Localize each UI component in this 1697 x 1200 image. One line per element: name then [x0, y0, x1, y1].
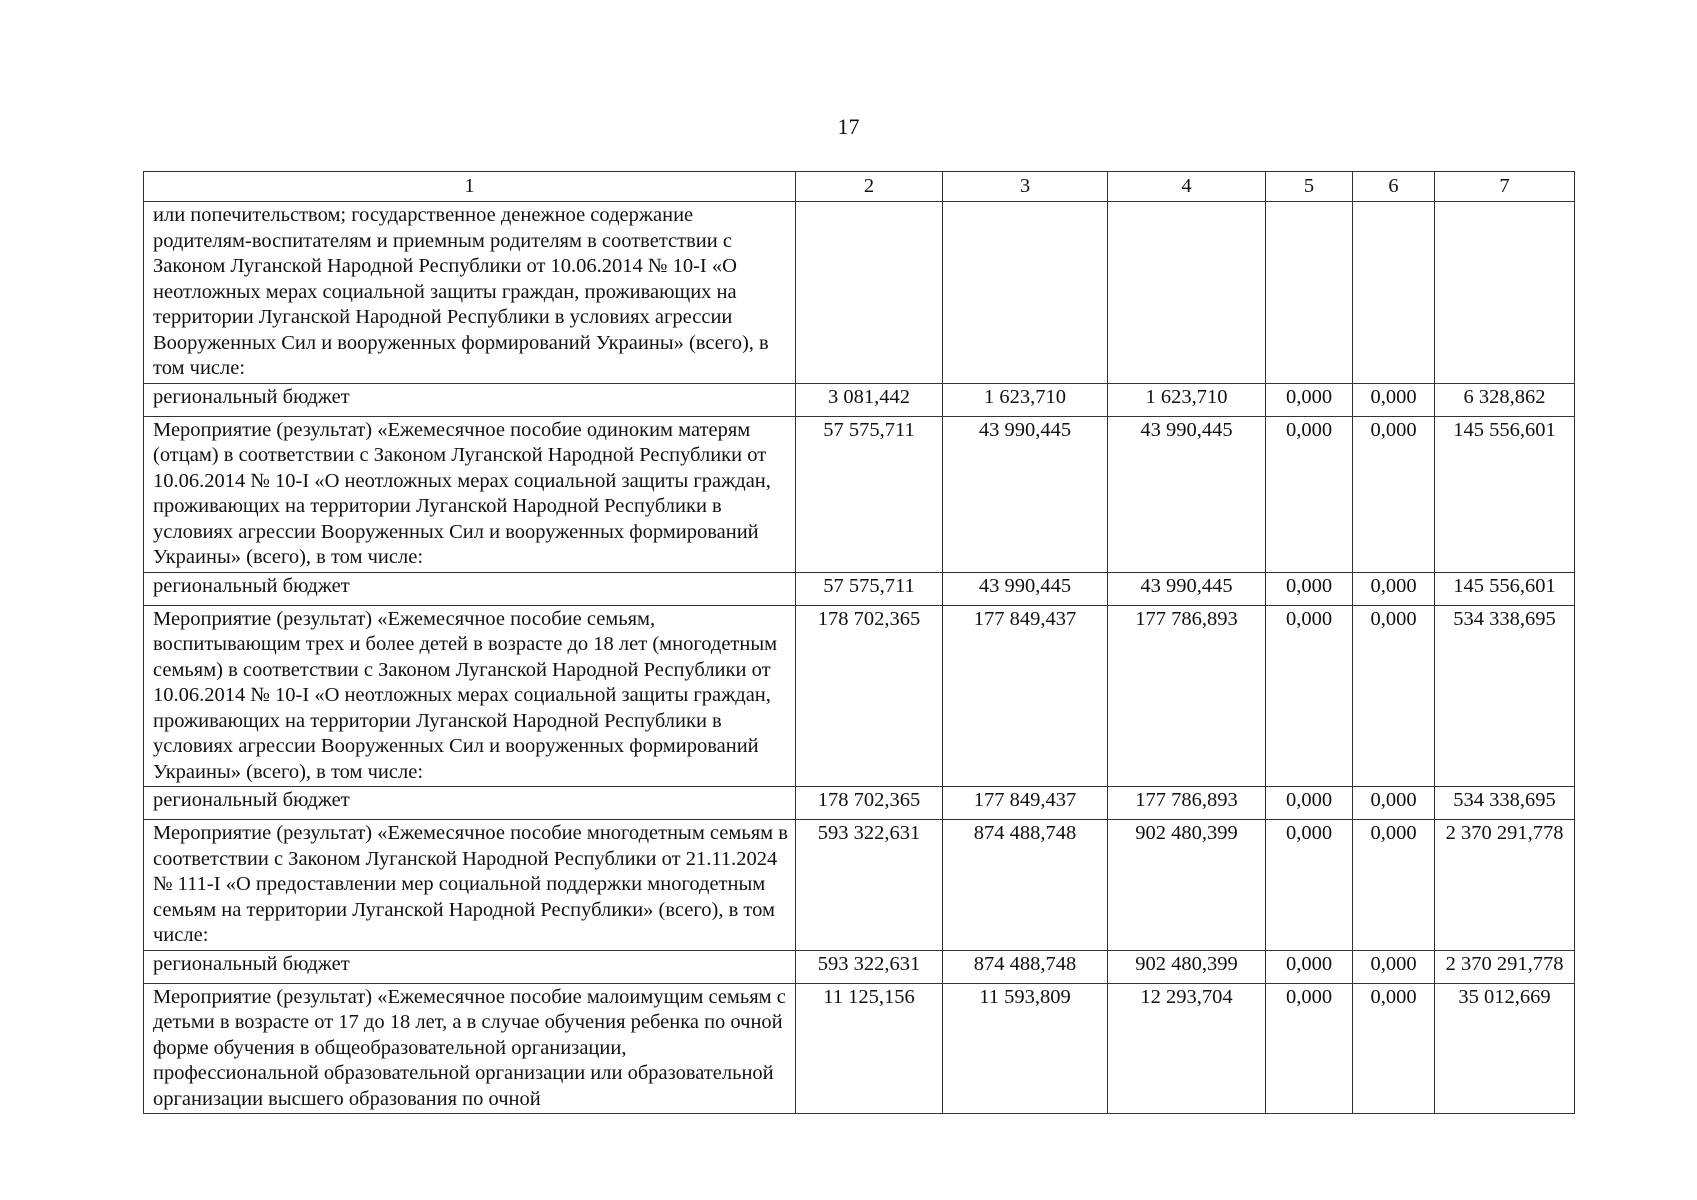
value-col-2: 57 575,711	[796, 572, 943, 605]
header-cell-7: 7	[1435, 172, 1575, 202]
table-row-regional-budget	[144, 383, 1575, 416]
value-col-5: 0,000	[1266, 572, 1353, 605]
row-description: региональный бюджет	[144, 383, 796, 416]
value-col-5	[1266, 202, 1353, 384]
value-col-7: 145 556,601	[1435, 572, 1575, 605]
value-col-3: 177 849,437	[943, 787, 1108, 820]
value-col-2: 593 322,631	[796, 950, 943, 983]
table-row	[144, 983, 1575, 1114]
value-col-5: 0,000	[1266, 416, 1353, 572]
value-col-7: 35 012,669	[1435, 983, 1575, 1114]
value-col-7: 2 370 291,778	[1435, 950, 1575, 983]
value-col-6: 0,000	[1353, 416, 1435, 572]
value-col-4: 1 623,710	[1108, 383, 1266, 416]
value-col-5: 0,000	[1266, 605, 1353, 787]
value-col-3: 874 488,748	[943, 820, 1108, 951]
value-col-5: 0,000	[1266, 950, 1353, 983]
header-row	[144, 172, 1575, 202]
table-row	[144, 416, 1575, 572]
value-col-3: 43 990,445	[943, 572, 1108, 605]
value-col-3: 874 488,748	[943, 950, 1108, 983]
value-col-3: 43 990,445	[943, 416, 1108, 572]
value-col-2: 178 702,365	[796, 787, 943, 820]
value-col-7: 2 370 291,778	[1435, 820, 1575, 951]
value-col-4: 177 786,893	[1108, 787, 1266, 820]
value-col-3	[943, 202, 1108, 384]
value-col-4: 902 480,399	[1108, 820, 1266, 951]
row-description: Мероприятие (результат) «Ежемесячное пособие многодетным семьям в соответствии с Законом Луганской Народной Республики от 21.11.2024 № 111-I «О предоставлении мер социальной поддержки многодетным семьям на территории Луганской Народной Республики» (всего), в том числе:	[144, 820, 796, 951]
budget-table	[143, 171, 1575, 1114]
value-col-6: 0,000	[1353, 383, 1435, 416]
header-cell-6: 6	[1353, 172, 1435, 202]
table-row	[144, 820, 1575, 951]
value-col-6: 0,000	[1353, 983, 1435, 1114]
value-col-7: 534 338,695	[1435, 787, 1575, 820]
value-col-4	[1108, 202, 1266, 384]
row-description: региональный бюджет	[144, 787, 796, 820]
value-col-5: 0,000	[1266, 787, 1353, 820]
value-col-2: 11 125,156	[796, 983, 943, 1114]
header-cell-4: 4	[1108, 172, 1266, 202]
value-col-3: 177 849,437	[943, 605, 1108, 787]
row-description: Мероприятие (результат) «Ежемесячное пособие одиноким матерям (отцам) в соответствии с Законом Луганской Народной Республики от 10.06.2014 № 10-I «О неотложных мерах социальной защиты граждан, проживающих на территории Луганской Народной Республики в условиях агрессии Вооруженных Сил и вооруженных формирований Украины» (всего), в том числе:	[144, 416, 796, 572]
table-row-regional-budget	[144, 950, 1575, 983]
value-col-2: 178 702,365	[796, 605, 943, 787]
budget-table-body	[144, 172, 1575, 1114]
value-col-4: 177 786,893	[1108, 605, 1266, 787]
header-cell-1: 1	[144, 172, 796, 202]
value-col-6: 0,000	[1353, 572, 1435, 605]
value-col-6: 0,000	[1353, 605, 1435, 787]
value-col-3: 11 593,809	[943, 983, 1108, 1114]
value-col-6: 0,000	[1353, 820, 1435, 951]
value-col-5: 0,000	[1266, 983, 1353, 1114]
value-col-2: 593 322,631	[796, 820, 943, 951]
value-col-5: 0,000	[1266, 820, 1353, 951]
value-col-4: 902 480,399	[1108, 950, 1266, 983]
value-col-5: 0,000	[1266, 383, 1353, 416]
value-col-6: 0,000	[1353, 787, 1435, 820]
value-col-6	[1353, 202, 1435, 384]
value-col-4: 43 990,445	[1108, 572, 1266, 605]
row-description: региональный бюджет	[144, 950, 796, 983]
table-row	[144, 202, 1575, 384]
row-description: или попечительством; государственное денежное содержание родителям-воспитателям и приемным родителям в соответствии с Законом Луганской Народной Республики от 10.06.2014 № 10-I «О неотложных мерах социальной защиты граждан, проживающих на территории Луганской Народной Республики в условиях агрессии Вооруженных Сил и вооруженных формирований Украины» (всего), в том числе:	[144, 202, 796, 384]
value-col-4: 12 293,704	[1108, 983, 1266, 1114]
value-col-3: 1 623,710	[943, 383, 1108, 416]
value-col-7: 534 338,695	[1435, 605, 1575, 787]
value-col-6: 0,000	[1353, 950, 1435, 983]
header-cell-2: 2	[796, 172, 943, 202]
value-col-7	[1435, 202, 1575, 384]
table-row-regional-budget	[144, 787, 1575, 820]
header-cell-3: 3	[943, 172, 1108, 202]
value-col-2: 3 081,442	[796, 383, 943, 416]
table-row-regional-budget	[144, 572, 1575, 605]
row-description: Мероприятие (результат) «Ежемесячное пособие семьям, воспитывающим трех и более детей в возрасте до 18 лет (многодетным семьям) в соответствии с Законом Луганской Народной Республики от 10.06.2014 № 10-I «О неотложных мерах социальной защиты граждан, проживающих на территории Луганской Народной Республики в условиях агрессии Вооруженных Сил и вооруженных формирований Украины» (всего), в том числе:	[144, 605, 796, 787]
value-col-2	[796, 202, 943, 384]
value-col-2: 57 575,711	[796, 416, 943, 572]
table-row	[144, 605, 1575, 787]
value-col-7: 6 328,862	[1435, 383, 1575, 416]
row-description: Мероприятие (результат) «Ежемесячное пособие малоимущим семьям с детьми в возрасте от 17 до 18 лет, а в случае обучения ребенка по очной форме обучения в общеобразовательной организации, профессиональной образовательной организации или образовательной организации высшего образования по очной	[144, 983, 796, 1114]
page-number: 17	[837, 114, 860, 139]
header-cell-5: 5	[1266, 172, 1353, 202]
row-description: региональный бюджет	[144, 572, 796, 605]
value-col-4: 43 990,445	[1108, 416, 1266, 572]
value-col-7: 145 556,601	[1435, 416, 1575, 572]
